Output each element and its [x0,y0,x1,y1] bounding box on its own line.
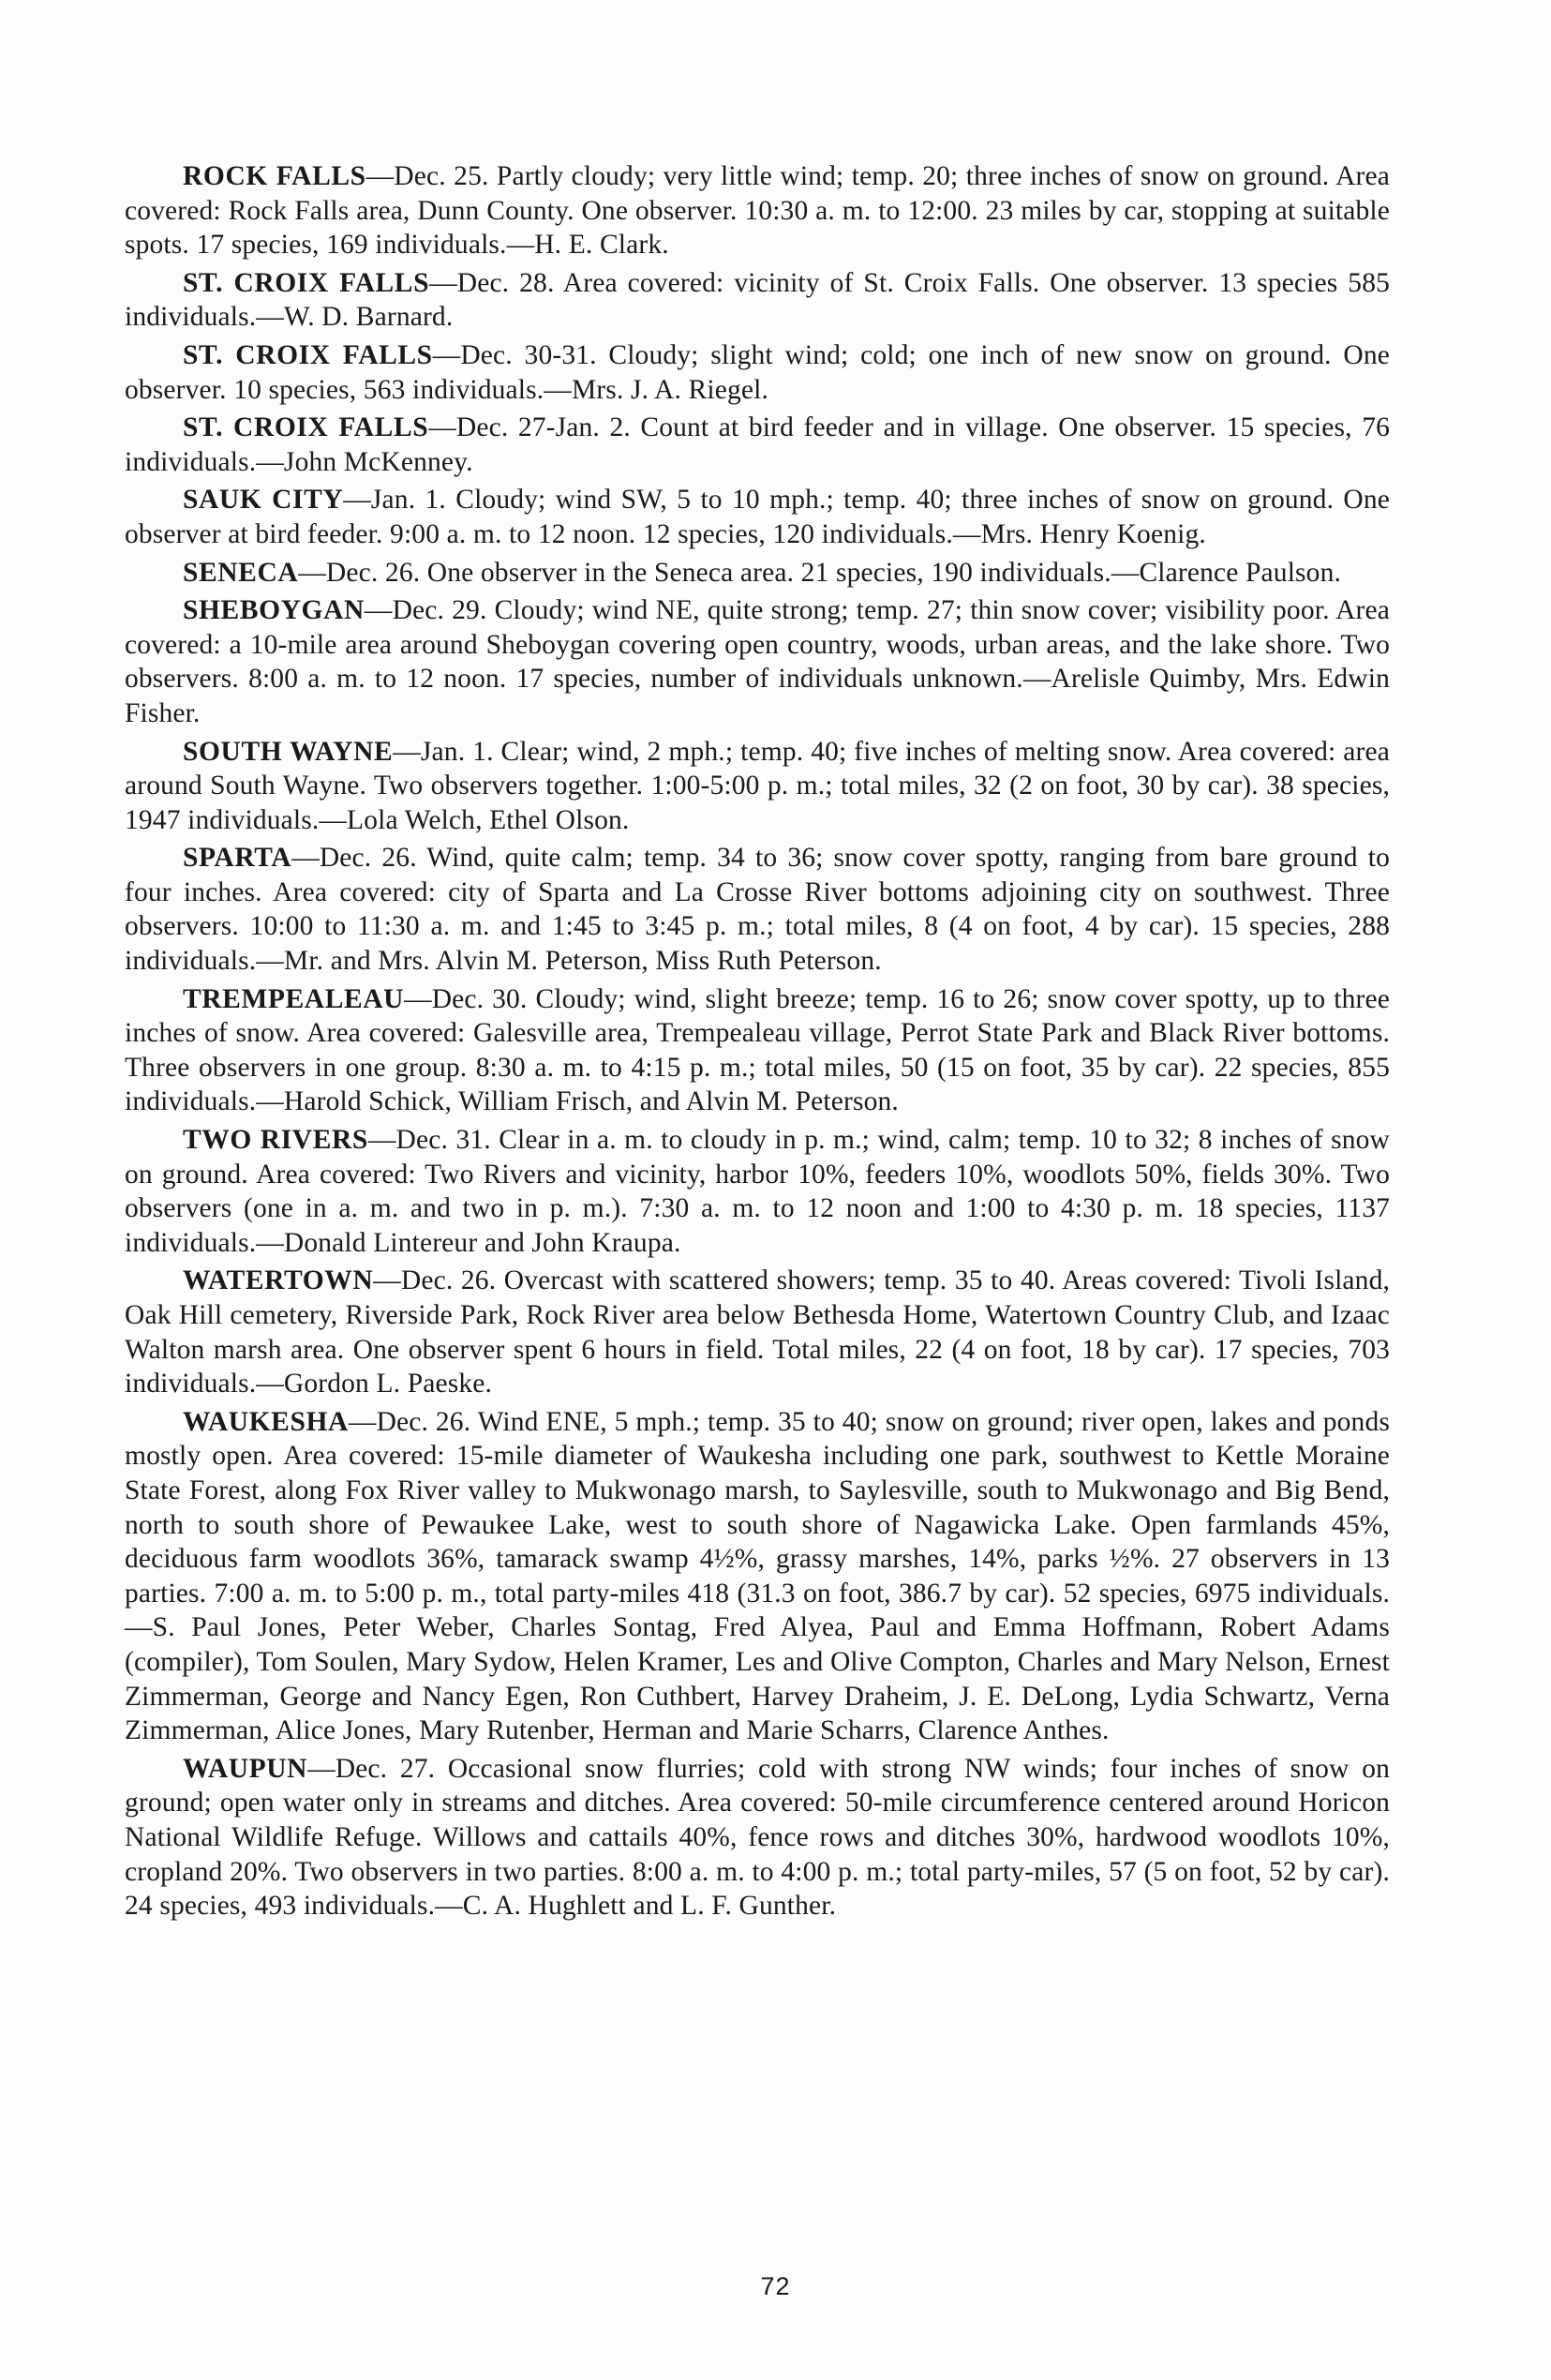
entry-text: —Dec. 26. Overcast with scattered showers; temp. 35 to 40. Areas covered: Tivoli Island, Oak Hill cemetery, Riverside Park, Rock River area below Bethesda Home, Watertown Country Club, and Izaac Walton marsh area. One observer spent 6 hours in field. Total miles, 22 (4 on foot, 18 by car). 17 species, 703 individuals.—Gordon L. Paeske. [125,1265,1390,1400]
entry-place: TWO RIVERS [183,1125,368,1156]
entry-text: —Jan. 1. Clear; wind, 2 mph.; temp. 40; five inches of melting snow. Area covered: area around South Wayne. Two observers together. 1:00-5:00 p. m.; total miles, 32 (2 on foot, 30 by car). 38 species, 1947 individuals.—Lola Welch, Ethel Olson. [125,736,1390,835]
article-body [125,159,1390,1927]
entry-sheboygan [125,593,1390,730]
entry-place: WAUKESHA [183,1406,349,1437]
entry-place: SAUK CITY [183,485,344,516]
entry-text: —Dec. 26. Wind, quite calm; temp. 34 to 36; snow cover spotty, ranging from bare ground to four inches. Area covered: city of Sparta and La Crosse River bottoms adjoining city on southwest. Three observers. 10:00 to 11:30 a. m. and 1:45 to 3:45 p. m.; total miles, 8 (4 on foot, 4 by car). 15 species, 288 individuals.—Mr. and Mrs. Alvin M. Peterson, Miss Ruth Peterson. [125,843,1390,977]
entry-st-croix-falls-2 [125,338,1390,407]
entry-waukesha [125,1405,1390,1748]
entry-text: —Dec. 26. Wind ENE, 5 mph.; temp. 35 to 40; snow on ground; river open, lakes and ponds mostly open. Area covered: 15-mile diameter of Waukesha including one park, southwest to Kettle Moraine State Forest, along Fox River valley to Mukwonago marsh, to Saylesville, south to Mukwonago and Big Bend, north to south shore of Pewaukee Lake, west to south shore of Nagawicka Lake. Open farmlands 45%, deciduous farm woodlots 36%, tamarack swamp 4½%, grassy marshes, 14%, parks ½%. 27 observers in 13 parties. 7:00 a. m. to 5:00 p. m., total party-miles 418 (31.3 on foot, 386.7 by car). 52 species, 6975 individuals.—S. Paul Jones, Peter Weber, Charles Sontag, Fred Alyea, Paul and Emma Hoffmann, Robert Adams (compiler), Tom Soulen, Mary Sydow, Helen Kramer, Les and Olive Compton, Charles and Mary Nelson, Ernest Zimmerman, George and Nancy Egen, Ron Cuthbert, Harvey Draheim, J. E. DeLong, Lydia Schwartz, Verna Zimmerman, Alice Jones, Mary Rutenber, Herman and Marie Scharrs, Clarence Anthes. [125,1406,1390,1746]
entry-st-croix-falls-1 [125,266,1390,335]
entry-watertown [125,1264,1390,1400]
entry-text: —Dec. 27. Occasional snow flurries; cold with strong NW winds; four inches of snow on ground; open water only in streams and ditches. Area covered: 50-mile circumference centered around Horicon National Wildlife Refuge. Willows and cattails 40%, fence rows and ditches 30%, hardwood woodlots 10%, cropland 20%. Two observers in two parties. 8:00 a. m. to 4:00 p. m.; total party-miles, 57 (5 on foot, 52 by car). 24 species, 493 individuals.—C. A. Hughlett and L. F. Gunther. [125,1753,1390,1922]
entry-text: —Dec. 30-31. Cloudy; slight wind; cold; one inch of new snow on ground. One observer. 10 species, 563 individuals.—Mrs. J. A. Riegel. [125,339,1390,405]
entry-place: SENECA [183,557,299,588]
entry-sauk-city [125,483,1390,551]
entry-place: SPARTA [183,843,292,874]
entry-place: SHEBOYGAN [183,595,365,626]
entry-place: TREMPEALEAU [183,983,405,1014]
entry-waupun [125,1752,1390,1923]
entry-text: —Dec. 26. One observer in the Seneca area. 21 species, 190 individuals.—Clarence Paulson. [298,557,1341,588]
entry-text: —Dec. 28. Area covered: vicinity of St. Croix Falls. One observer. 13 species 585 individuals.—W. D. Barnard. [125,267,1391,333]
entry-trempealeau [125,982,1390,1119]
entry-text: —Dec. 27-Jan. 2. Count at bird feeder and in village. One observer. 15 species, 76 individuals.—John McKenney. [125,412,1390,477]
entry-place: SOUTH WAYNE [183,736,394,767]
entry-sparta [125,841,1390,978]
entry-rock-falls [125,159,1390,262]
entry-place: ST. CROIX FALLS [183,412,429,443]
entry-place: ST. CROIX FALLS [183,339,433,370]
entry-seneca [125,556,1390,591]
page-number: 72 [760,2272,791,2300]
entry-st-croix-falls-3 [125,411,1390,479]
entry-place: ST. CROIX FALLS [183,267,430,298]
entry-text: —Dec. 30. Cloudy; wind, slight breeze; temp. 16 to 26; snow cover spotty, up to three inches of snow. Area covered: Galesville area, Trempealeau village, Perrot State Park and Black River bottoms. Three observers in one group. 8:30 a. m. to 4:15 p. m.; total miles, 50 (15 on foot, 35 by car). 22 species, 855 individuals.—Harold Schick, William Frisch, and Alvin M. Peterson. [125,983,1390,1117]
entry-two-rivers [125,1123,1390,1260]
entry-place: WATERTOWN [183,1265,374,1296]
entry-text: —Dec. 25. Partly cloudy; very little wind; temp. 20; three inches of snow on ground. Area covered: Rock Falls area, Dunn County. One observer. 10:30 a. m. to 12:00. 23 miles by car, stopping at suitable spots. 17 species, 169 individuals.—H. E. Clark. [125,161,1390,261]
entry-south-wayne [125,735,1390,838]
entry-text: —Dec. 31. Clear in a. m. to cloudy in p. m.; wind, calm; temp. 10 to 32; 8 inches of snow on ground. Area covered: Two Rivers and vicinity, harbor 10%, feeders 10%, woodlots 50%, fields 30%. Two observers (one in a. m. and two in p. m.). 7:30 a. m. to 12 noon and 1:00 to 4:30 p. m. 18 species, 1137 individuals.—Donald Lintereur and John Kraupa. [125,1125,1390,1258]
entry-place: ROCK FALLS [183,161,366,191]
entry-place: WAUPUN [183,1753,308,1784]
entry-text: —Jan. 1. Cloudy; wind SW, 5 to 10 mph.; temp. 40; three inches of snow on ground. One observer at bird feeder. 9:00 a. m. to 12 noon. 12 species, 120 individuals.—Mrs. Henry Koenig. [125,485,1390,549]
entry-text: —Dec. 29. Cloudy; wind NE, quite strong; temp. 27; thin snow cover; visibility poor. Area covered: a 10-mile area around Sheboygan covering open country, woods, urban areas, and the lake shore. Two observers. 8:00 a. m. to 12 noon. 17 species, number of individuals unknown.—Arelisle Quimby, Mrs. Edwin Fisher. [125,595,1390,728]
